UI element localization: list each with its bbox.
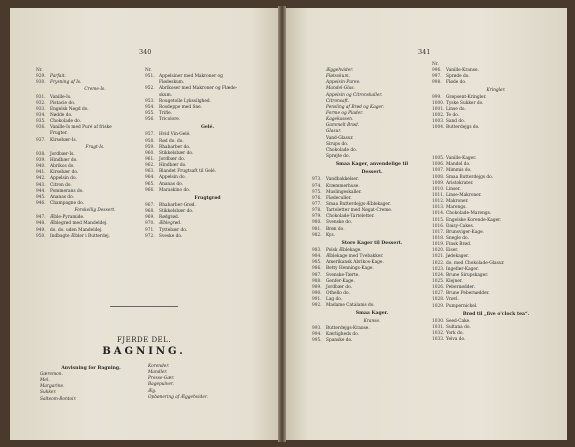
entry-number: Nr. — [36, 68, 43, 73]
entry-title: Pistacie do. — [50, 100, 76, 106]
entry-title: Te do. — [446, 113, 460, 119]
sub-heading: Frugt-Is. — [85, 144, 105, 150]
entry-title: Engelsk Nøgd do. — [50, 106, 89, 112]
entry-number: 1020. — [432, 248, 445, 254]
sub-heading: Kringler. — [486, 87, 506, 93]
entry-number: 997. — [432, 74, 442, 80]
entry-number: Nr. — [432, 62, 439, 67]
entry-number: 929. — [36, 74, 46, 80]
sub-heading: Kranse. — [363, 318, 381, 324]
entry-number: 946. — [36, 200, 46, 206]
part-heading: FJERDE DEL. — [116, 336, 172, 344]
entry-title: Genfer-Kage. — [326, 278, 355, 284]
entry-title: Kagekassen. — [326, 117, 354, 123]
entry-number: 1003. — [432, 119, 445, 125]
entry-number: 931. — [36, 94, 46, 100]
list-item: Presse-Gær. — [148, 376, 175, 382]
entry-title: do. do. uden Mandeldej. — [50, 227, 103, 233]
entry-title: Mimmis do. — [446, 168, 472, 174]
entry-title: Flødeculler. — [326, 195, 352, 201]
entry-title: Maraskino do. — [159, 187, 191, 193]
entry-number: 988. — [312, 278, 322, 284]
entry-title: Appelsin-Puree. — [326, 80, 361, 86]
entry-number: 1002. — [432, 113, 445, 119]
entry-title: Chokolade-Tarteletter. — [326, 214, 375, 220]
entry-number: 972. — [145, 233, 155, 239]
entry-title: Parfait. — [50, 74, 66, 80]
entry-number: 1021. — [432, 254, 445, 260]
entry-number: 1011. — [432, 192, 445, 198]
section-heading: Brød til „five o'clock tea“. — [462, 311, 530, 317]
entry-number: 983. — [312, 247, 322, 253]
entry-title: Kærligheds do. — [326, 331, 360, 337]
entry-number: 952. — [145, 86, 155, 92]
entry-title: Æggehvider. — [326, 68, 354, 73]
list-item: Mel. — [40, 378, 50, 384]
entry-title: Rødgrød. — [159, 215, 180, 221]
entry-number: 974. — [312, 183, 322, 189]
entry-title: Flødeskum. — [159, 80, 185, 86]
entry-line — [145, 188, 270, 194]
entry-title: Butterdejgs do. — [446, 125, 480, 131]
entry-number: 940. — [36, 164, 46, 170]
entry-title: Muslingeskaller. — [326, 189, 362, 195]
entry-title: Grøpsent-Kringler. — [446, 94, 487, 100]
entry-number: 1008. — [432, 174, 445, 180]
entry-title: Rød do. do. — [159, 138, 184, 144]
entry-title: Yeiva do. — [446, 337, 466, 343]
entry-title: Sirups do. — [326, 141, 349, 147]
entry-title: Mandel do. — [446, 162, 471, 168]
entry-title: Hindbær do. — [159, 163, 187, 169]
entry-number: 949. — [36, 227, 46, 233]
entry-title: York do. — [446, 331, 464, 337]
entry-number: 1018. — [432, 235, 445, 241]
entry-number: 1023. — [432, 266, 445, 272]
entry-title: Smaa Butterdejgs do. — [446, 174, 494, 180]
entry-number: 1015. — [432, 217, 445, 223]
entry-number: 973. — [312, 177, 322, 183]
entry-line — [36, 80, 154, 86]
entry-title: Ingefær-Kager. — [446, 266, 479, 272]
entry-number: 961. — [145, 156, 155, 162]
entry-number: 1033. — [432, 337, 445, 343]
entry-title: Citron do. — [50, 182, 72, 188]
entry-number: 1004. — [432, 125, 445, 131]
section-heading: Smaa Kager. — [355, 311, 389, 317]
list-item: Opbønering af Æggehvider. — [148, 394, 208, 400]
entry-title: Jordbær do. — [326, 284, 352, 290]
entry-number: 930. — [36, 80, 46, 86]
entry-title: Chokolade-Marengs. — [446, 211, 492, 217]
entry-title: Rougetolle Lykssilghed. — [159, 98, 211, 104]
entry-title: Sprøjte do. — [326, 153, 350, 159]
entry-number: 1026. — [432, 285, 445, 291]
entry-number: 936. — [36, 125, 46, 131]
entry-title: Betty Hennings-Kage. — [326, 266, 374, 272]
entry-title: Amerikansk Abrikos-Kage. — [326, 260, 384, 266]
entry-number: 942. — [36, 176, 46, 182]
entry-title: Seed-Cake. — [446, 318, 471, 324]
entry-line — [145, 117, 270, 123]
entry-line — [432, 80, 560, 86]
entry-title: Finsk Brød. — [446, 242, 472, 248]
entry-number: 1016. — [432, 223, 445, 229]
entry-number: 1005. — [432, 156, 445, 162]
section-heading: Dessert. — [361, 170, 383, 176]
entry-line — [312, 338, 432, 344]
entry-number: 987. — [312, 272, 322, 278]
entry-title: Kirsebær-Is. — [50, 137, 77, 143]
entry-number: 999. — [432, 94, 442, 100]
entry-title: Æble-Pyramide. — [50, 215, 85, 221]
entry-number: 1030. — [432, 318, 445, 324]
entry-title: Jordbær do. — [159, 156, 185, 162]
section-heading: Store Kager til Dessert. — [341, 240, 403, 246]
entry-title: Chokolade do. — [326, 147, 358, 153]
entry-title: Tricolore. — [159, 117, 181, 123]
entry-title: Forme og Plader. — [326, 110, 364, 116]
entry-number: 994. — [312, 331, 322, 337]
entry-title: Fløde do. — [446, 80, 467, 86]
entry-title: Linse-Makroner. — [446, 192, 482, 198]
entry-title: Mandel-Glas. — [326, 86, 355, 92]
entry-title: Eiser. — [446, 248, 459, 254]
entry-title: Vrøvl. — [446, 297, 459, 303]
entry-number: 948. — [36, 221, 46, 227]
entry-number: 995. — [312, 337, 322, 343]
entry-title: Appelsin do. — [50, 176, 77, 182]
entry-number: 938. — [36, 151, 46, 157]
entry-title: Abrikos do. — [50, 164, 75, 170]
list-item: Mandler. — [148, 370, 168, 376]
entry-number: 982. — [312, 232, 322, 238]
entry-number: 1025. — [432, 278, 445, 284]
entry-title: Fløtsskum. — [326, 74, 350, 80]
entry-title: Pumpernickel. — [446, 303, 478, 309]
entry-title: Hindbær do. — [50, 158, 78, 163]
entry-number: 957. — [145, 132, 155, 138]
list-item: Bagepulver. — [148, 382, 174, 388]
entry-title: Daisy-Cakes. — [446, 223, 475, 229]
entry-title: Tarteletter med Nøgat-Creme. — [326, 208, 393, 214]
entry-title: Kirsebær do. — [50, 170, 79, 176]
chapter-title: BAGNING. — [102, 346, 186, 357]
page-number-left: 340 — [139, 48, 152, 56]
entry-number: 970. — [145, 221, 155, 227]
entry-title: Blandet Frugtsaft til Gelé. — [159, 169, 217, 175]
entry-number: 1028. — [432, 297, 445, 303]
entry-title: Vanille-Kranse. — [446, 68, 479, 74]
section-heading: Frugtgrød — [194, 195, 221, 201]
list-item: Margarine. — [40, 384, 65, 390]
entry-title: Snegle do. — [446, 235, 469, 241]
entry-number: 976. — [312, 195, 322, 201]
entry-number: 932. — [36, 100, 46, 106]
entry-number: 1031. — [432, 324, 445, 330]
entry-number: 959. — [145, 144, 155, 150]
list-item: Korender. — [148, 364, 170, 369]
entry-title: Gammelt Brød. — [326, 123, 360, 129]
entry-line — [432, 337, 560, 343]
entry-number: 941. — [36, 170, 46, 176]
entry-title: Appelsiner med Makroner og — [159, 74, 223, 80]
entry-number: 991. — [312, 297, 322, 303]
entry-number: 1029. — [432, 303, 445, 309]
entry-number: 944. — [36, 188, 46, 194]
entry-number: 964. — [145, 175, 155, 181]
entry-number: 960. — [145, 150, 155, 156]
entry-title: Indbagte Æbler i Butterdej. — [50, 233, 111, 239]
page-number-right: 341 — [418, 48, 431, 56]
right-column-1 — [312, 68, 432, 344]
entry-title: Nødde do. — [50, 113, 73, 118]
entry-number: 963. — [145, 169, 155, 175]
entry-number: 984. — [312, 254, 322, 260]
section-heading: Gelé. — [200, 125, 215, 131]
entry-title: Aristokrater. — [446, 180, 474, 186]
entry-number: 977. — [312, 201, 322, 207]
entry-number: 947. — [36, 215, 46, 221]
entry-number: 1010. — [432, 186, 445, 192]
entry-title: Tyske Sukker do. — [446, 100, 484, 106]
entry-number: 978. — [312, 208, 322, 214]
entry-number: 943. — [36, 182, 46, 188]
entry-title: Linse do. — [446, 107, 466, 112]
entry-title: Ananas do. — [50, 194, 74, 200]
book-spine — [278, 6, 286, 442]
entry-title: Sand do. — [446, 119, 466, 125]
divider — [110, 306, 178, 307]
entry-title: Appelsin do. — [159, 175, 186, 181]
entry-number: 1006. — [432, 162, 445, 168]
entry-title: Kys. — [326, 232, 335, 238]
entry-number: 945. — [36, 194, 46, 200]
entry-number: 981. — [312, 226, 322, 232]
entry-title: Brøn do. — [326, 226, 345, 232]
entry-number: 934. — [36, 113, 46, 118]
entry-title: Brune Pebernødder. — [446, 291, 490, 297]
entry-title: Svenske do. — [326, 220, 353, 226]
entry-number: 939. — [36, 158, 46, 163]
entry-line — [312, 154, 432, 160]
entry-number: 990. — [312, 290, 322, 296]
entry-title: Glasur. — [326, 129, 342, 135]
entry-number: 953. — [145, 98, 155, 104]
entry-title: Æblegrød. — [159, 221, 182, 227]
left-column-1 — [36, 68, 154, 240]
entry-title: Rosdeppe med Sne. — [159, 104, 203, 110]
entry-title: Jordbær-Is. — [50, 151, 75, 157]
entry-line — [36, 138, 154, 144]
entry-line — [36, 201, 154, 207]
entry-number: 1012. — [432, 199, 445, 205]
entry-title: Vanille-Kager. — [446, 156, 477, 162]
entry-line — [312, 303, 432, 309]
entry-title: Citronsaft. — [326, 98, 350, 104]
entry-title: Engelske Korende-Kager. — [446, 217, 502, 223]
right-column-2 — [432, 62, 560, 343]
list-item: Salteom-Bontoir. — [40, 396, 77, 402]
entry-title: Pebernødder. — [446, 285, 475, 291]
entry-title: Vand-Glasur. — [326, 135, 354, 141]
entry-line — [432, 304, 560, 310]
entry-line — [36, 234, 154, 240]
entry-number: 993. — [312, 325, 322, 331]
section-heading: Smaa Kager, anvendelige til — [335, 162, 409, 168]
entry-title: Pensling af Brød og Kager. — [326, 104, 384, 110]
entry-title: Stikkelsbær do. — [159, 209, 194, 215]
entry-title: Butterdejgs-Kranse. — [326, 325, 370, 331]
entry-number: 956. — [145, 117, 155, 123]
entry-title: Champagne do. — [50, 200, 85, 206]
entry-number: 1017. — [432, 229, 445, 235]
entry-title: Polsk Æblekage. — [326, 247, 362, 253]
entry-title: Vanille-Is. — [50, 94, 72, 100]
entry-number: 1027. — [432, 291, 445, 297]
entry-number: 1022. — [432, 260, 445, 266]
entry-title: Lag do. — [326, 297, 343, 303]
entry-title: Abrikoser med Makroner og Flæde- — [159, 86, 238, 92]
entry-number: 1001. — [432, 107, 445, 112]
entry-number: 1013. — [432, 205, 445, 211]
entry-number: 1009. — [432, 180, 445, 186]
entry-number: 1014. — [432, 211, 445, 217]
entry-title: Othello do. — [326, 290, 350, 296]
entry-number: 975. — [312, 189, 322, 195]
entry-number: 980. — [312, 220, 322, 226]
sub-heading: Creme-Is. — [84, 87, 106, 93]
sub-heading: Forskellig Dessert. — [74, 208, 116, 214]
bottom-list-2 — [148, 364, 268, 401]
entry-number: 951. — [145, 74, 155, 80]
entry-title: Stikkelsbær do. — [159, 150, 194, 156]
entry-number: 937. — [36, 137, 46, 143]
entry-number: 1024. — [432, 272, 445, 278]
entry-number: 989. — [312, 284, 322, 290]
entry-title: Chokolade do. — [50, 119, 82, 125]
right-page — [286, 8, 567, 440]
entry-title: Frugter. — [50, 131, 68, 137]
entry-title: Marengs. — [446, 205, 467, 211]
entry-title: Brune Sirupskager. — [446, 272, 489, 278]
entry-title: Trifle. — [159, 110, 173, 116]
entry-number: 971. — [145, 227, 155, 233]
list-item: Gæremon. — [40, 372, 63, 377]
entry-number: 955. — [145, 110, 155, 116]
entry-title: Ananas do. — [159, 181, 183, 187]
section-heading: Anvisning for Bagning. — [61, 366, 121, 371]
entry-number: 986. — [312, 266, 322, 272]
entry-title: Svenske-Tærte. — [326, 272, 360, 278]
entry-number: 968. — [145, 209, 155, 215]
entry-number: 1000. — [432, 100, 445, 106]
entry-title: Sveske do. — [159, 233, 183, 239]
entry-title: Rhabarber-Grød. — [159, 202, 196, 208]
entry-title: Æblegrød med Mandeldej. — [50, 221, 108, 227]
left-column-2 — [145, 68, 270, 240]
entry-title: Æblekage med Tvebakker. — [326, 254, 384, 260]
entry-title: Linser. — [446, 186, 461, 192]
entry-number: 950. — [36, 233, 46, 239]
entry-title: Jødekager. — [446, 254, 470, 260]
left-page — [10, 8, 278, 440]
entry-title: Sultana do. — [446, 324, 471, 330]
entry-number: 1032. — [432, 331, 445, 337]
entry-number: 1019. — [432, 242, 445, 248]
list-item: Æg. — [148, 388, 157, 394]
entry-title: Vandbakkelser. — [326, 177, 359, 183]
entry-number: 985. — [312, 260, 322, 266]
entry-number: 996. — [432, 68, 442, 74]
entry-number: 935. — [36, 119, 46, 125]
entry-title: Appelsin og Citronskaller. — [326, 92, 383, 98]
entry-number: 933. — [36, 106, 46, 112]
entry-number: 969. — [145, 215, 155, 221]
entry-number: 962. — [145, 163, 155, 169]
bottom-list-1 — [40, 372, 140, 403]
entry-line — [312, 233, 432, 239]
entry-title: Madame Catalanis do. — [326, 303, 375, 309]
entry-number: 998. — [432, 80, 442, 86]
entry-line — [145, 234, 270, 240]
entry-title: Tyttebær do. — [159, 227, 188, 233]
entry-number: 1007. — [432, 168, 445, 174]
entry-title: Sprøde do. — [446, 74, 470, 80]
entry-title: Vanille-Is med Puré af friske — [50, 125, 112, 131]
entry-title: Klejner. — [446, 278, 463, 284]
entry-number: 954. — [145, 104, 155, 110]
entry-number: Nr. — [145, 68, 152, 73]
entry-title: Rhabarber do. — [159, 144, 191, 150]
entry-title: Kræmmerhuse. — [326, 183, 360, 189]
entry-title: Pommerans do. — [50, 188, 84, 194]
entry-number: 992. — [312, 303, 322, 309]
entry-title: Smaa Butterdejgs-Æblekager. — [326, 201, 391, 207]
entry-title: Brunsviger-Kage. — [446, 229, 484, 235]
entry-number: 966. — [145, 187, 155, 193]
entry-number: 965. — [145, 181, 155, 187]
entry-title: Makroner. — [446, 199, 469, 205]
entry-number: 979. — [312, 214, 322, 220]
entry-title: Frysning af Is. — [50, 80, 82, 86]
entry-number: 967. — [145, 202, 155, 208]
entry-title: Hvid Vin-Gelé. — [159, 132, 191, 138]
list-item: Sukker. — [40, 390, 57, 396]
entry-title: Spanske do. — [326, 337, 353, 343]
entry-title: do. med Chokolade-Glasur. — [446, 260, 505, 266]
entry-number: 958. — [145, 138, 155, 144]
entry-title: skum. — [159, 92, 173, 98]
